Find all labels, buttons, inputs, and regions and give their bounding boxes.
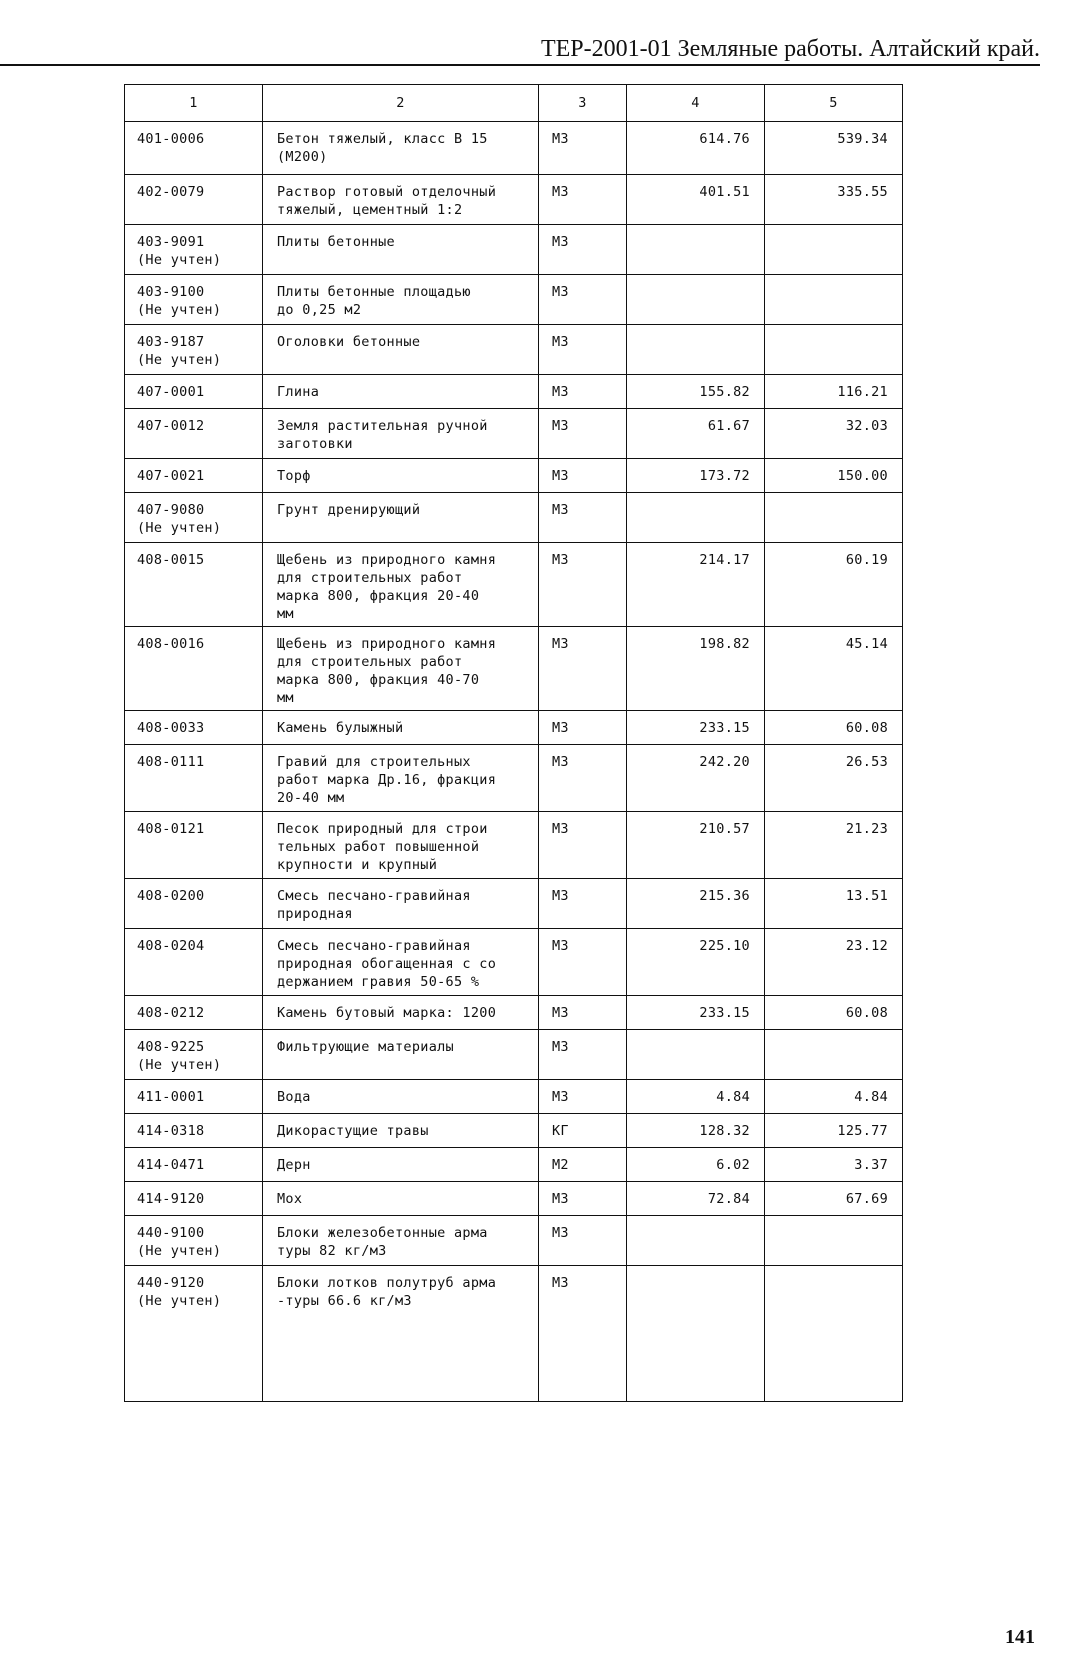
material-code-cell: 408-0212 xyxy=(125,996,263,1030)
material-name-cell: Грунт дренирующий xyxy=(263,493,539,543)
unit-cell: М3 xyxy=(539,493,627,543)
material-name-cell: Плиты бетонные площадью до 0,25 м2 xyxy=(263,275,539,325)
column-header-5: 5 xyxy=(765,85,903,122)
table-row xyxy=(125,375,903,409)
material-name-cell: Смесь песчано-гравийная природная xyxy=(263,879,539,929)
price-col4-cell: 4.84 xyxy=(627,1080,765,1114)
table-row xyxy=(125,1030,903,1080)
table-row xyxy=(125,1148,903,1182)
material-code-cell: 408-0204 xyxy=(125,929,263,996)
price-col5-cell: 539.34 xyxy=(765,122,903,175)
header-rule xyxy=(0,64,1040,66)
page-header xyxy=(0,30,1040,66)
price-col4-cell: 173.72 xyxy=(627,459,765,493)
price-col4-cell: 233.15 xyxy=(627,711,765,745)
table-row xyxy=(125,459,903,493)
material-name-cell: Оголовки бетонные xyxy=(263,325,539,375)
price-col5-cell: 116.21 xyxy=(765,375,903,409)
material-code-cell: 403-9091 (Не учтен) xyxy=(125,225,263,275)
price-col5-cell: 3.37 xyxy=(765,1148,903,1182)
price-col4-cell xyxy=(627,1216,765,1266)
unit-cell: М3 xyxy=(539,745,627,812)
unit-cell: КГ xyxy=(539,1114,627,1148)
unit-cell: М3 xyxy=(539,812,627,879)
table-row xyxy=(125,627,903,711)
table-row xyxy=(125,879,903,929)
price-col4-cell: 210.57 xyxy=(627,812,765,879)
price-col4-cell: 401.51 xyxy=(627,175,765,225)
price-col5-cell xyxy=(765,1030,903,1080)
price-col4-cell: 61.67 xyxy=(627,409,765,459)
material-code-cell: 414-0318 xyxy=(125,1114,263,1148)
price-col5-cell: 60.08 xyxy=(765,996,903,1030)
material-name-cell: Блоки лотков полутруб арма -туры 66.6 кг/м3 xyxy=(263,1266,539,1402)
price-col4-cell xyxy=(627,325,765,375)
price-col4-cell: 242.20 xyxy=(627,745,765,812)
table-row xyxy=(125,225,903,275)
unit-cell: М3 xyxy=(539,1266,627,1402)
document-title: ТЕР-2001-01 Земляные работы. Алтайский край. xyxy=(540,36,1040,62)
table-row xyxy=(125,122,903,175)
price-col5-cell: 335.55 xyxy=(765,175,903,225)
unit-cell: М3 xyxy=(539,627,627,711)
table-row xyxy=(125,996,903,1030)
material-code-cell: 407-0021 xyxy=(125,459,263,493)
material-code-cell: 403-9100 (Не учтен) xyxy=(125,275,263,325)
unit-cell: М2 xyxy=(539,1148,627,1182)
material-name-cell: Блоки железобетонные арма туры 82 кг/м3 xyxy=(263,1216,539,1266)
material-name-cell: Фильтрующие материалы xyxy=(263,1030,539,1080)
unit-cell: М3 xyxy=(539,122,627,175)
material-name-cell: Земля растительная ручной заготовки xyxy=(263,409,539,459)
price-col4-cell xyxy=(627,1030,765,1080)
material-name-cell: Глина xyxy=(263,375,539,409)
material-name-cell: Гравий для строительных работ марка Др.16, фракция 20-40 мм xyxy=(263,745,539,812)
column-header-1: 1 xyxy=(125,85,263,122)
column-header-3: 3 xyxy=(539,85,627,122)
table-row xyxy=(125,493,903,543)
price-col4-cell: 128.32 xyxy=(627,1114,765,1148)
price-col5-cell: 23.12 xyxy=(765,929,903,996)
material-code-cell: 414-9120 xyxy=(125,1182,263,1216)
material-name-cell: Раствор готовый отделочный тяжелый, цементный 1:2 xyxy=(263,175,539,225)
material-name-cell: Торф xyxy=(263,459,539,493)
price-col4-cell xyxy=(627,225,765,275)
table-row xyxy=(125,929,903,996)
material-code-cell: 403-9187 (Не учтен) xyxy=(125,325,263,375)
price-col5-cell xyxy=(765,493,903,543)
unit-cell: М3 xyxy=(539,225,627,275)
material-code-cell: 414-0471 xyxy=(125,1148,263,1182)
material-code-cell: 408-0200 xyxy=(125,879,263,929)
material-name-cell: Плиты бетонные xyxy=(263,225,539,275)
table-row xyxy=(125,175,903,225)
table-row xyxy=(125,1216,903,1266)
price-col5-cell: 60.08 xyxy=(765,711,903,745)
material-code-cell: 408-0033 xyxy=(125,711,263,745)
material-name-cell: Щебень из природного камня для строительных работ марка 800, фракция 20-40 мм xyxy=(263,543,539,627)
price-col4-cell xyxy=(627,1266,765,1402)
column-header-2: 2 xyxy=(263,85,539,122)
material-code-cell: 440-9100 (Не учтен) xyxy=(125,1216,263,1266)
table-row xyxy=(125,1080,903,1114)
price-col4-cell xyxy=(627,275,765,325)
price-col4-cell: 198.82 xyxy=(627,627,765,711)
price-col4-cell: 155.82 xyxy=(627,375,765,409)
price-col4-cell: 233.15 xyxy=(627,996,765,1030)
price-col5-cell: 21.23 xyxy=(765,812,903,879)
unit-cell: М3 xyxy=(539,1182,627,1216)
price-col5-cell: 67.69 xyxy=(765,1182,903,1216)
unit-cell: М3 xyxy=(539,543,627,627)
price-col5-cell: 45.14 xyxy=(765,627,903,711)
material-name-cell: Камень бутовый марка: 1200 xyxy=(263,996,539,1030)
table-header-row xyxy=(125,85,903,122)
price-col5-cell xyxy=(765,1216,903,1266)
price-col4-cell: 225.10 xyxy=(627,929,765,996)
price-col4-cell: 614.76 xyxy=(627,122,765,175)
unit-cell: М3 xyxy=(539,175,627,225)
price-col5-cell: 32.03 xyxy=(765,409,903,459)
price-col5-cell: 26.53 xyxy=(765,745,903,812)
unit-cell: М3 xyxy=(539,459,627,493)
unit-cell: М3 xyxy=(539,1216,627,1266)
price-col5-cell: 13.51 xyxy=(765,879,903,929)
price-col4-cell: 72.84 xyxy=(627,1182,765,1216)
unit-cell: М3 xyxy=(539,996,627,1030)
material-code-cell: 408-0111 xyxy=(125,745,263,812)
unit-cell: М3 xyxy=(539,409,627,459)
price-col5-cell xyxy=(765,1266,903,1402)
page-number: 141 xyxy=(1005,1626,1035,1648)
materials-price-table xyxy=(124,84,903,1402)
material-code-cell: 408-0121 xyxy=(125,812,263,879)
material-name-cell: Дерн xyxy=(263,1148,539,1182)
unit-cell: М3 xyxy=(539,711,627,745)
material-code-cell: 407-0012 xyxy=(125,409,263,459)
table-row xyxy=(125,409,903,459)
table-row xyxy=(125,812,903,879)
unit-cell: М3 xyxy=(539,275,627,325)
price-col4-cell xyxy=(627,493,765,543)
unit-cell: М3 xyxy=(539,375,627,409)
material-code-cell: 411-0001 xyxy=(125,1080,263,1114)
material-code-cell: 408-9225 (Не учтен) xyxy=(125,1030,263,1080)
price-col5-cell: 60.19 xyxy=(765,543,903,627)
unit-cell: М3 xyxy=(539,1080,627,1114)
table-row xyxy=(125,543,903,627)
unit-cell: М3 xyxy=(539,929,627,996)
material-name-cell: Мох xyxy=(263,1182,539,1216)
table-row xyxy=(125,275,903,325)
material-name-cell: Песок природный для строи тельных работ повышенной крупности и крупный xyxy=(263,812,539,879)
price-col4-cell: 214.17 xyxy=(627,543,765,627)
price-col5-cell: 4.84 xyxy=(765,1080,903,1114)
material-name-cell: Щебень из природного камня для строительных работ марка 800, фракция 40-70 мм xyxy=(263,627,539,711)
table-row xyxy=(125,1114,903,1148)
material-code-cell: 408-0015 xyxy=(125,543,263,627)
table-row xyxy=(125,1182,903,1216)
material-code-cell: 402-0079 xyxy=(125,175,263,225)
price-col4-cell: 6.02 xyxy=(627,1148,765,1182)
unit-cell: М3 xyxy=(539,325,627,375)
material-name-cell: Вода xyxy=(263,1080,539,1114)
unit-cell: М3 xyxy=(539,879,627,929)
price-col4-cell: 215.36 xyxy=(627,879,765,929)
material-code-cell: 401-0006 xyxy=(125,122,263,175)
table-row xyxy=(125,325,903,375)
material-name-cell: Бетон тяжелый, класс В 15 (М200) xyxy=(263,122,539,175)
price-col5-cell: 150.00 xyxy=(765,459,903,493)
price-col5-cell: 125.77 xyxy=(765,1114,903,1148)
table-row xyxy=(125,1266,903,1402)
material-code-cell: 408-0016 xyxy=(125,627,263,711)
price-col5-cell xyxy=(765,275,903,325)
material-name-cell: Камень булыжный xyxy=(263,711,539,745)
table-row xyxy=(125,711,903,745)
material-name-cell: Смесь песчано-гравийная природная обогащенная с со держанием гравия 50-65 % xyxy=(263,929,539,996)
material-code-cell: 407-9080 (Не учтен) xyxy=(125,493,263,543)
unit-cell: М3 xyxy=(539,1030,627,1080)
table-row xyxy=(125,745,903,812)
material-code-cell: 440-9120 (Не учтен) xyxy=(125,1266,263,1402)
column-header-4: 4 xyxy=(627,85,765,122)
price-col5-cell xyxy=(765,225,903,275)
price-col5-cell xyxy=(765,325,903,375)
material-name-cell: Дикорастущие травы xyxy=(263,1114,539,1148)
material-code-cell: 407-0001 xyxy=(125,375,263,409)
